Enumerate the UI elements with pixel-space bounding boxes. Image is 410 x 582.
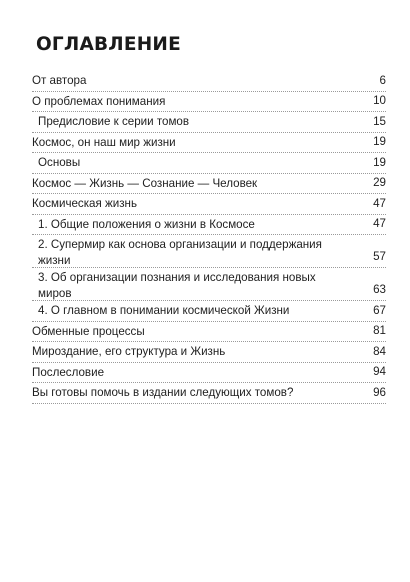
toc-entry-title: 1. Общие положения о жизни в Космосе <box>38 217 255 231</box>
toc-entry-page: 47 <box>373 217 386 230</box>
toc-entry-general-provisions <box>32 215 386 236</box>
toc-entry-title: Мироздание, его структура и Жизнь <box>32 345 226 358</box>
toc-entry-basics <box>32 153 386 174</box>
toc-entry-page: 6 <box>379 73 386 87</box>
toc-entry-page: 81 <box>373 324 386 337</box>
toc-entry-title: 2. Супермир как основа организации и поддержания жизни <box>38 238 322 267</box>
toc-entry-title: Космос — Жизнь — Сознание — Человек <box>32 176 258 190</box>
toc-entry-title: От автора <box>32 74 87 87</box>
toc-entry-help-next-volumes <box>32 383 386 404</box>
toc-entry-afterword <box>32 363 386 384</box>
toc-entry-cosmos-world <box>32 133 386 154</box>
toc-entry-page: 84 <box>373 344 386 358</box>
toc-entry-title: Предисловие к серии томов <box>38 115 190 128</box>
toc-entry-cosmic-life <box>32 194 386 215</box>
toc-entry-title: Обменные процессы <box>32 324 145 338</box>
toc-entry-title: 4. О главном в понимании космической Жизни <box>38 304 290 317</box>
toc-entry-title: Вы готовы помочь в издании следующих томов? <box>32 386 294 399</box>
toc-entry-new-worlds <box>32 268 386 301</box>
toc-entry-page: 19 <box>373 155 386 169</box>
page-title: ОГЛАВЛЕНИЕ <box>36 34 181 55</box>
toc-entry-title: Космическая жизнь <box>32 197 137 210</box>
toc-entry-title: Основы <box>38 156 81 169</box>
toc-entry-cosmos-life-consciousness <box>32 174 386 195</box>
toc-entry-title: Космос, он наш мир жизни <box>32 135 176 149</box>
toc-entry-page: 63 <box>373 283 386 296</box>
toc-entry-title: 3. Об организации познания и исследования новых миров <box>38 271 316 300</box>
toc-entry-page: 29 <box>373 176 386 189</box>
toc-entry-page: 19 <box>373 135 386 148</box>
toc-entry-page: 94 <box>373 365 386 378</box>
toc-entry-page: 10 <box>373 94 386 107</box>
toc-entry-page: 47 <box>373 196 386 210</box>
toc-entry-title: Послесловие <box>32 365 105 379</box>
toc-entry-universe-structure <box>32 342 386 363</box>
toc-entry-superworld <box>32 235 386 268</box>
toc-entry-exchange-processes <box>32 322 386 343</box>
toc-entry-page: 57 <box>373 250 386 263</box>
toc-entry-main-understanding <box>32 301 386 322</box>
table-of-contents <box>32 71 386 404</box>
toc-entry-page: 15 <box>373 114 386 128</box>
toc-entry-about-author <box>32 71 386 92</box>
toc-entry-page: 67 <box>373 303 386 317</box>
toc-entry-problems-understanding <box>32 92 386 113</box>
toc-entry-title: О проблемах понимания <box>32 94 166 108</box>
toc-entry-page: 96 <box>373 385 386 399</box>
toc-entry-series-preface <box>32 112 386 133</box>
